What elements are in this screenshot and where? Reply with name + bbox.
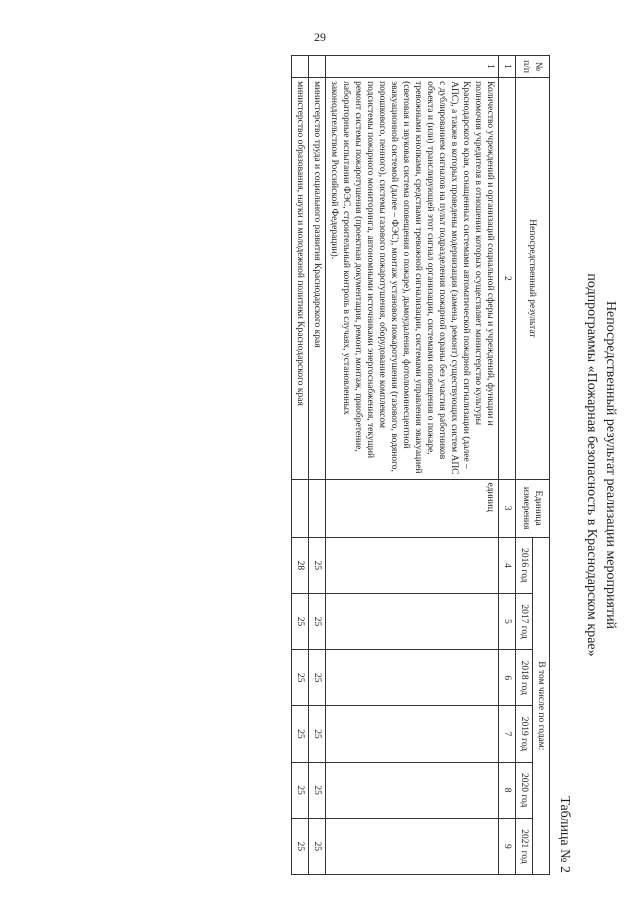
header-year: 2019 год bbox=[516, 706, 533, 762]
header-year: 2020 год bbox=[516, 762, 533, 818]
header-year: 2017 год bbox=[516, 593, 533, 649]
header-num: № п/п bbox=[516, 56, 550, 78]
row-value bbox=[326, 650, 499, 706]
table-row bbox=[309, 56, 326, 875]
index-cell: 7 bbox=[499, 706, 516, 762]
row-text: министерство труда и социального развития Краснодарского края bbox=[309, 78, 326, 479]
index-cell: 1 bbox=[499, 56, 516, 78]
row-num: 1 bbox=[326, 56, 499, 78]
index-cell: 3 bbox=[499, 479, 516, 537]
row-num bbox=[309, 56, 326, 78]
results-table bbox=[291, 55, 550, 875]
row-unit bbox=[309, 479, 326, 537]
index-cell: 8 bbox=[499, 762, 516, 818]
index-cell: 4 bbox=[499, 537, 516, 593]
row-value bbox=[326, 762, 499, 818]
row-value: 25 bbox=[292, 650, 309, 706]
row-value bbox=[326, 706, 499, 762]
row-unit bbox=[292, 479, 309, 537]
rotated-sheet bbox=[60, 55, 620, 875]
row-text: министерство образования, науки и молодежной политики Краснодарского края bbox=[292, 78, 309, 479]
index-cell: 5 bbox=[499, 593, 516, 649]
row-value: 25 bbox=[292, 593, 309, 649]
row-value: 25 bbox=[309, 818, 326, 874]
row-value: 25 bbox=[292, 762, 309, 818]
index-row bbox=[499, 56, 516, 875]
row-value: 25 bbox=[309, 650, 326, 706]
title-line-1: Непосредственный результат реализации мероприятий bbox=[603, 300, 618, 630]
page-number: 29 bbox=[314, 30, 326, 44]
row-value: 25 bbox=[309, 593, 326, 649]
row-value: 25 bbox=[309, 762, 326, 818]
row-value bbox=[326, 818, 499, 874]
table-row bbox=[292, 56, 309, 875]
row-value: 25 bbox=[309, 537, 326, 593]
header-years-group: В том числе по годам: bbox=[533, 537, 550, 874]
row-text: Количество учреждений и организаций социальной сферы и учреждений, функции и полномочия учредителя в отношении которых осуществляет министерство культуры Краснодарского края, оснащенных системами автоматической пожарной сигнализации (далее – АПС), а также в которых проведены модернизация (замена, ремонт) существующих систем АПС с дублированием сигналов на пульт подразделения пожарной охраны без участия работников объекта и (или) транслирующей этот сигнал организации, системами оповещения о пожаре, тревожными кнопками, средствами тревожной сигнализации, системами управления эвакуацией (световая и звуковая система оповещения о пожаре), дымоудаления, фотолюминесцентной эвакуационной системой (далее – ФЭС), монтаж установок пожаротушения (газового, водяного, порошкового, пенного), системы газового пожаротушения, оборудование комплексом подсистемы пожарного мониторинга, автономными источниками энергоснабжения, текущий ремонт системы пожаротушения (проектная документация, ремонт, монтаж, приобретение, лабораторные испытания ФЭС, строительный контроль в случаях, установленных законодательством Российской Федерации). bbox=[326, 78, 499, 479]
row-value bbox=[326, 537, 499, 593]
header-year: 2018 год bbox=[516, 650, 533, 706]
row-value bbox=[326, 593, 499, 649]
table-row bbox=[326, 56, 499, 875]
index-cell: 6 bbox=[499, 650, 516, 706]
row-value: 28 bbox=[292, 537, 309, 593]
header-year: 2016 год bbox=[516, 537, 533, 593]
index-cell: 9 bbox=[499, 818, 516, 874]
document-title bbox=[582, 55, 620, 875]
row-value: 25 bbox=[292, 818, 309, 874]
row-num bbox=[292, 56, 309, 78]
header-result: Непосредственный результат bbox=[516, 78, 550, 479]
row-value: 25 bbox=[309, 706, 326, 762]
header-year: 2021 год bbox=[516, 818, 533, 874]
row-unit: единиц bbox=[326, 479, 499, 537]
title-line-2: подпрограммы «Пожарная безопасность в Краснодарском крае» bbox=[584, 273, 599, 657]
header-unit: Единица измерения bbox=[516, 479, 550, 537]
table-label: Таблица № 2 bbox=[557, 796, 572, 873]
row-value: 25 bbox=[292, 706, 309, 762]
index-cell: 2 bbox=[499, 78, 516, 479]
